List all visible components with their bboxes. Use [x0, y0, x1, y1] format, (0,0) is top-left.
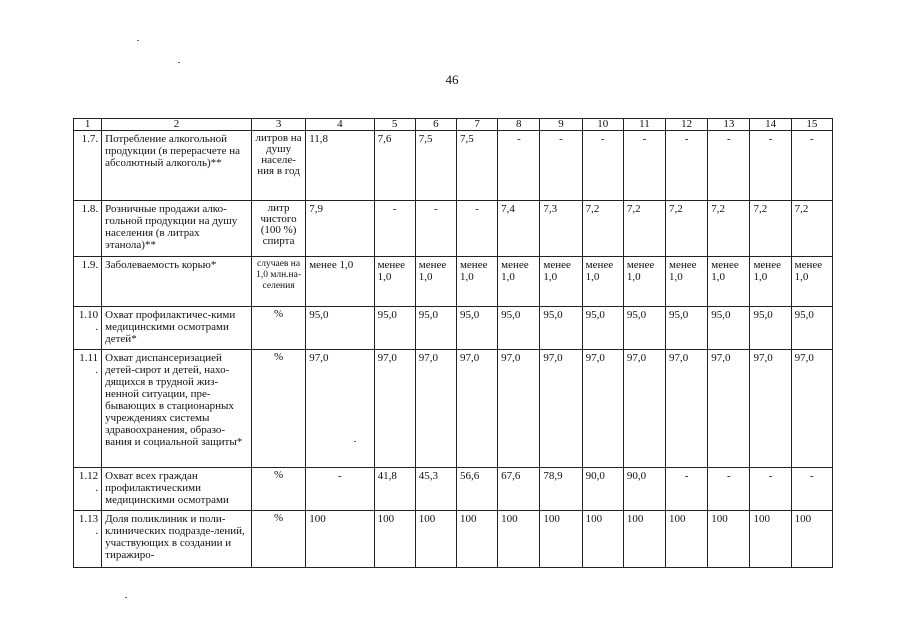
value-cell: 97,0	[791, 350, 832, 468]
value-cell: 7,2	[582, 201, 623, 257]
value-cell: -	[708, 131, 750, 201]
value-cell: 78,9	[540, 468, 582, 511]
row-number: 1.13.	[74, 511, 102, 568]
column-header: 5	[374, 119, 415, 131]
value-cell: -	[750, 131, 791, 201]
value-cell: менее 1,0	[666, 257, 708, 307]
column-header: 14	[750, 119, 791, 131]
value-cell: 97,0	[666, 350, 708, 468]
column-header: 13	[708, 119, 750, 131]
value-cell: -	[791, 131, 832, 201]
value-cell: 95,0	[456, 307, 497, 350]
value-cell: 67,6	[498, 468, 540, 511]
value-cell: менее 1,0	[750, 257, 791, 307]
indicator-name: Охват всех граждан профилактическими медицинскими осмотрами	[102, 468, 252, 511]
value-cell: 95,0	[415, 307, 456, 350]
value-cell: 100	[623, 511, 665, 568]
value-cell: 100	[582, 511, 623, 568]
column-header: 8	[498, 119, 540, 131]
value-cell: менее 1,0	[456, 257, 497, 307]
value-cell: 7,9	[306, 201, 374, 257]
value-cell: менее 1,0	[791, 257, 832, 307]
value-cell: -	[540, 131, 582, 201]
value-cell: 95,0	[306, 307, 374, 350]
table-row	[74, 511, 833, 568]
value-cell: 7,3	[540, 201, 582, 257]
value-cell: -	[791, 468, 832, 511]
table-row	[74, 350, 833, 468]
value-cell: 95,0	[540, 307, 582, 350]
value-cell: -	[415, 201, 456, 257]
row-number: 1.10.	[74, 307, 102, 350]
value-cell: 97,0	[374, 350, 415, 468]
indicator-name: Охват диспансеризацией детей-сирот и детей, нахо-дящихся в трудной жиз-ненной ситуации, пре-бывающих в стационарных учреждениях системы здравоохранения, образо-вания и социальной защиты*	[102, 350, 252, 468]
value-cell: 97,0	[540, 350, 582, 468]
value-cell: менее 1,0	[415, 257, 456, 307]
value-cell: -	[374, 201, 415, 257]
scan-speck	[137, 40, 139, 41]
column-header: 15	[791, 119, 832, 131]
value-cell: 41,8	[374, 468, 415, 511]
value-cell: 97,0	[456, 350, 497, 468]
value-cell: 100	[750, 511, 791, 568]
row-number: 1.8.	[74, 201, 102, 257]
value-cell: менее 1,0	[540, 257, 582, 307]
column-header: 1	[74, 119, 102, 131]
indicator-name: Доля поликлиник и поли-клинических подразде-лений, участвующих в создании и тиражиро-	[102, 511, 252, 568]
indicator-name: Потребление алкогольной продукции (в перерасчете на абсолютный алкоголь)**	[102, 131, 252, 201]
value-cell: 100	[306, 511, 374, 568]
indicator-name: Заболеваемость корью*	[102, 257, 252, 307]
unit-cell: литров на душу населе-ния в год	[251, 131, 305, 201]
value-cell: менее 1,0	[708, 257, 750, 307]
scan-speck	[178, 62, 180, 63]
value-cell: 97,0	[750, 350, 791, 468]
table-row	[74, 201, 833, 257]
value-cell: менее 1,0	[306, 257, 374, 307]
value-cell: -	[708, 468, 750, 511]
value-cell: 7,2	[666, 201, 708, 257]
column-header: 10	[582, 119, 623, 131]
value-cell: -	[306, 468, 374, 511]
value-cell: 97,0	[708, 350, 750, 468]
value-cell: 7,2	[750, 201, 791, 257]
row-number: 1.12.	[74, 468, 102, 511]
value-cell: -	[498, 131, 540, 201]
value-cell: -	[623, 131, 665, 201]
value-cell: 56,6	[456, 468, 497, 511]
row-number: 1.9.	[74, 257, 102, 307]
value-cell: 7,5	[415, 131, 456, 201]
value-cell: 7,2	[623, 201, 665, 257]
value-cell: 100	[791, 511, 832, 568]
value-cell: 95,0	[750, 307, 791, 350]
value-cell: 11,8	[306, 131, 374, 201]
value-cell: менее 1,0	[582, 257, 623, 307]
value-cell: 97,0	[498, 350, 540, 468]
indicators-table	[73, 118, 833, 568]
value-cell: 100	[540, 511, 582, 568]
column-header: 11	[623, 119, 665, 131]
value-cell: 95,0	[791, 307, 832, 350]
table-row	[74, 257, 833, 307]
row-number: 1.7.	[74, 131, 102, 201]
unit-cell: литр чистого (100 %) спирта	[251, 201, 305, 257]
column-header: 6	[415, 119, 456, 131]
value-cell: -	[456, 201, 497, 257]
value-cell: -	[666, 468, 708, 511]
value-cell: 7,2	[791, 201, 832, 257]
value-cell: 7,5	[456, 131, 497, 201]
row-number: 1.11.	[74, 350, 102, 468]
column-header: 9	[540, 119, 582, 131]
value-cell: -	[582, 131, 623, 201]
value-cell: -	[750, 468, 791, 511]
column-header: 2	[102, 119, 252, 131]
value-cell: менее 1,0	[498, 257, 540, 307]
value-cell: 95,0	[374, 307, 415, 350]
column-header: 4	[306, 119, 374, 131]
value-cell: 95,0	[623, 307, 665, 350]
value-cell: 100	[456, 511, 497, 568]
unit-cell: %	[251, 468, 305, 511]
value-cell: 7,6	[374, 131, 415, 201]
page-number: 46	[445, 72, 459, 87]
value-cell: 95,0	[666, 307, 708, 350]
value-cell: 97,0	[415, 350, 456, 468]
value-cell: 90,0	[582, 468, 623, 511]
value-cell: 100	[498, 511, 540, 568]
unit-cell: %	[251, 511, 305, 568]
indicator-name: Розничные продажи алко-гольной продукции на душу населения (в литрах этанола)**	[102, 201, 252, 257]
column-header: 7	[456, 119, 497, 131]
value-cell: 100	[666, 511, 708, 568]
value-cell: 95,0	[708, 307, 750, 350]
value-cell: 97,0	[623, 350, 665, 468]
scan-speck	[125, 597, 127, 598]
unit-cell: %	[251, 350, 305, 468]
value-cell: -	[666, 131, 708, 201]
value-cell: 7,2	[708, 201, 750, 257]
column-header: 12	[666, 119, 708, 131]
value-cell: 90,0	[623, 468, 665, 511]
unit-cell: случаев на 1,0 млн.на-селения	[251, 257, 305, 307]
unit-cell: %	[251, 307, 305, 350]
table-row	[74, 468, 833, 511]
value-cell: 100	[708, 511, 750, 568]
value-cell: менее 1,0	[623, 257, 665, 307]
table-row	[74, 131, 833, 201]
value-cell: 45,3	[415, 468, 456, 511]
table-row	[74, 307, 833, 350]
value-cell: 100	[374, 511, 415, 568]
column-header: 3	[251, 119, 305, 131]
value-cell: 97,0	[582, 350, 623, 468]
value-cell: менее 1,0	[374, 257, 415, 307]
indicator-name: Охват профилактичес-кими медицинскими осмотрами детей*	[102, 307, 252, 350]
value-cell: 7,4	[498, 201, 540, 257]
table-header-row	[74, 119, 833, 131]
value-cell: 95,0	[582, 307, 623, 350]
value-cell: 95,0	[498, 307, 540, 350]
value-cell: 100	[415, 511, 456, 568]
value-cell: 97,0	[306, 350, 374, 468]
